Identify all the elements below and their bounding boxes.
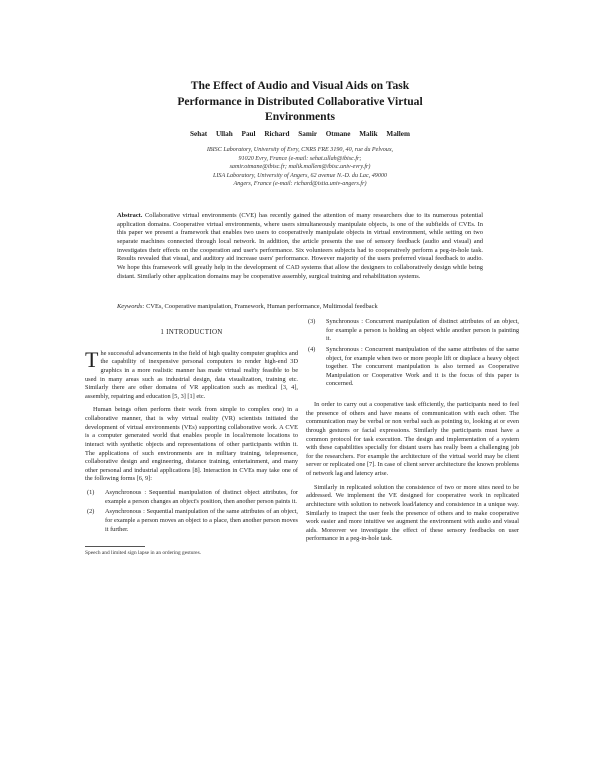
list-item: [306, 318, 519, 344]
interaction-forms-list: [85, 489, 298, 534]
interaction-forms-list-continued: [306, 318, 519, 389]
list-item: [85, 489, 298, 506]
list-item-text: Asynchronous : Sequential manipulation of the same attributes of an object, for example a person moves an object to a place, then another person moves it further.: [105, 508, 298, 533]
affiliation-line: IBISC Laboratory, University of Evry, CNRS FRE 3190, 40, rue du Pelvoux,: [206, 147, 394, 153]
abstract-label: Abstract.: [117, 212, 143, 219]
intro-paragraph-1-text: he successful advancements in the field of high quality computer graphics and the capability of inexpensive personal computers to render high-end 3D graphics in a more realistic manner has made virtual reality feasible to be used in many areas such as industrial design, data visualization, training etc. Similarly there are other domains of VR application such as medical [3, 4], assembly, repairing and education [5, 3] [1] etc.: [85, 349, 298, 400]
abstract: [117, 212, 483, 281]
affiliation-line: LISA Laboratory, University of Angers, 62 avenue N.-D. du Lac, 49000: [213, 172, 387, 179]
keywords: [117, 303, 483, 312]
title-line-2: Performance in Distributed Collaborative Virtual: [177, 94, 423, 108]
list-item-text: Synchronous : Concurrent manipulation of the same attributes of the same object, for example when two or more people lift or displace a heavy object together. The concurrent manipulation is also termed as Cooperative Manipulation or Cooperative Work and it is the focus of this paper is concerned.: [326, 345, 519, 388]
abstract-text: Collaborative virtual environments (CVE) has recently gained the attention of many researchers due to its numerous potential application domains. Cooperative virtual environments, where users simultaneously manipulate objects, is one of the subfields of CVEs. In this paper we present a framework that enables two users to cooperatively manipulate objects in virtual environment, while setting on two separate machines connected through local network. In addition, the article presents the use of sensory feedback (audio and visual) and investigates their effects on the cooperation and user's performance. Six volunteers subjects had to cooperatively perform a peg-in-hole task. Results revealed that visual, and auditory aid increase users' performance. However majority of the users preferred visual feedback to audio. We hope this framework will greatly help in the development of CAD systems that allow the designers to collaboratively design while being distant. Similarly other application domains may be cooperative assembly, surgical training and rehabilitation systems.: [117, 212, 483, 280]
keywords-label: Keywords:: [117, 303, 145, 310]
drop-cap: T: [85, 346, 99, 372]
title-line-1: The Effect of Audio and Visual Aids on Task: [190, 79, 410, 92]
section-heading: 1 INTRODUCTION: [160, 328, 223, 336]
footnote-divider: [85, 546, 145, 547]
paper-title: [120, 78, 480, 125]
intro-paragraph-1: [85, 346, 298, 402]
title-line-3: Environments: [264, 110, 335, 123]
list-item-number: (2): [87, 508, 95, 516]
affiliation-line: Angers, France (e-mail: richard@istia.univ-angers.fr): [233, 181, 367, 188]
list-item-text: Asynchronous : Sequential manipulation of distinct object attributes, for example a person changes an object's position, then another person paints it.: [105, 489, 298, 505]
right-paragraph-2: Similarly in replicated solution the consistence of two or more sites need to be addressed. We implement the VE designed for cooperative work in replicated architecture with solution to network load/latency and consistence in a unique way. Similarly to inspect the user feels the presence of others and to make cooperative work easier and more intuitive we augment the environment with audio and visual aids. Moreover we investigate the effect of these sensory feedbacks on user performance in a peg-in-hole task.: [306, 483, 519, 543]
list-item: [306, 346, 519, 389]
right-paragraph-1: In order to carry out a cooperative task efficiently, the participants need to feel the presence of others and have means of communication with each other. The communication may be verbal or non verbal such as pointing to, looking at or even through gestures or facial expressions. Similarly the participants must have a common protocol for task execution. The design and implementation of a system with these capabilities specially for distant users has really been a challenging job for the researchers. For example the architecture of the virtual world may be client server or replicated one [7]. In case of client server architecture the known problems of network lag and latency arise.: [306, 401, 519, 477]
affiliation-line: samir.otmane@ibisc.fr; malik.mallem@ibisc.univ-evry.fr): [229, 164, 371, 171]
right-column: [306, 318, 519, 549]
list-item-number: (3): [308, 318, 316, 325]
list-item-number: (1): [87, 489, 95, 496]
list-item: [85, 508, 298, 534]
list-item-number: (4): [308, 345, 316, 353]
author-list: Sehat Ullah Paul Richard Samir Otmane Malik Mallem: [190, 130, 410, 138]
left-column: [85, 318, 298, 557]
keywords-text: CVEs, Cooperative manipulation, Framework, Human performance, Multimodal feedback: [146, 303, 378, 310]
affiliations: [140, 146, 460, 189]
list-item-text: Synchronous : Concurrent manipulation of distinct attributes of an object, for example a person is holding an object while another person is painting it.: [326, 318, 519, 343]
intro-paragraph-2: Human beings often perform their work from simple to complex one) in a collaborative manner, that is why virtual reality (VR) scientists initiated the development of virtual environments (VEs) supporting collaborative work. A CVE is a computer generated world that enables people in local/remote locations to interact with synthetic objects and representations of other participants within it. The applications of such environments are in military training, telepresence, collaborative design and engineering, distance training, entertainment, and many other personal and industrial applications [8]. Interaction in CVEs may take one of the following forms [6, 9]:: [85, 406, 298, 483]
affiliation-line: 91020 Evry, France (e-mail: sehat.ullah@ibisc.fr;: [238, 155, 362, 162]
footnote: Speech and limited sign lapse in an ordering gestures.: [85, 550, 202, 557]
